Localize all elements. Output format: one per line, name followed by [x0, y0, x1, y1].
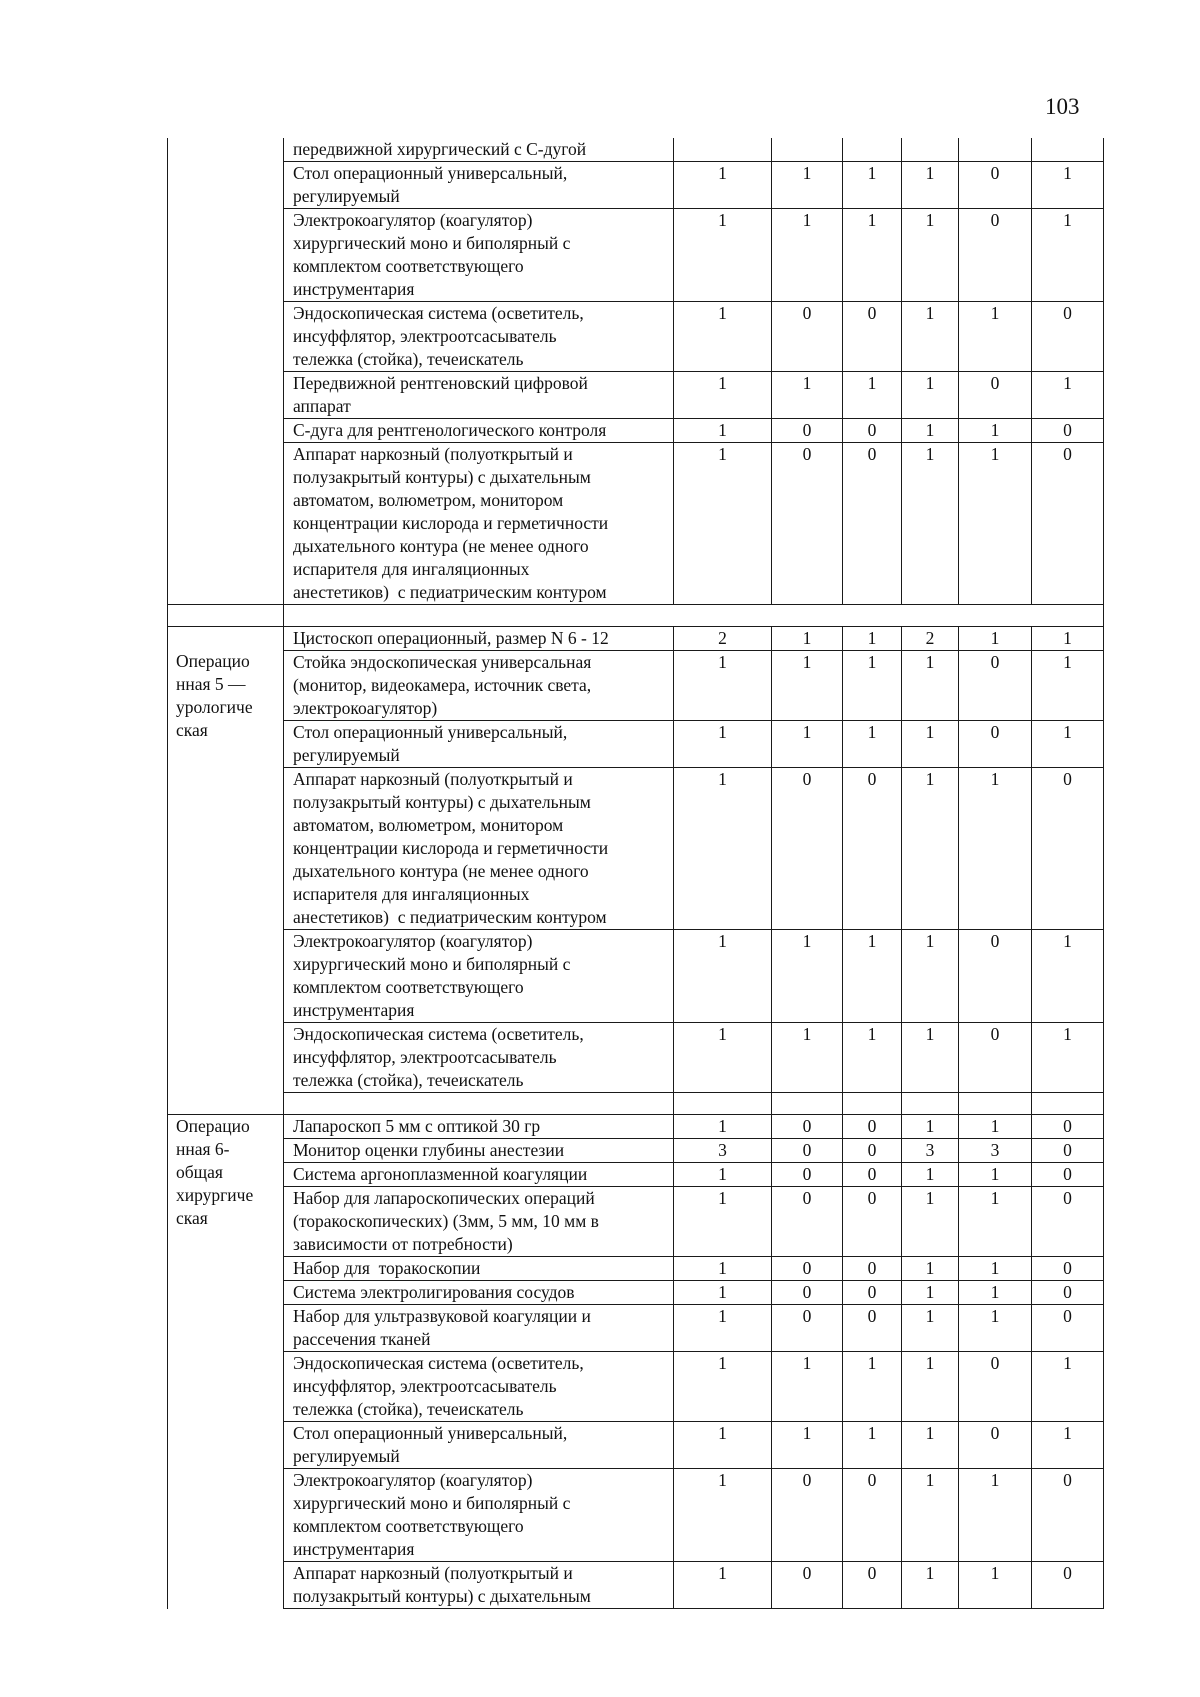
quantity-cell: 0: [772, 1469, 843, 1562]
text-line: Аппарат наркозный (полуоткрытый и: [293, 769, 573, 789]
text-line: тележка (стойка), течеискатель: [293, 349, 524, 369]
equipment-name: [284, 768, 674, 930]
empty-row: [168, 1093, 1104, 1115]
quantity-cell: 0: [843, 1305, 902, 1352]
quantity-cell: 0: [772, 1187, 843, 1257]
table-row: [168, 627, 1104, 651]
table-row: [168, 419, 1104, 443]
text-line: регулируемый: [293, 745, 400, 765]
quantity-cell: 1: [959, 419, 1032, 443]
text-line: Эндоскопическая система (осветитель,: [293, 303, 584, 323]
quantity-cell: 1: [674, 209, 772, 302]
text-line: Стол операционный универсальный,: [293, 163, 568, 183]
quantity-cell: 1: [902, 443, 959, 605]
quantity-cell: 1: [674, 1023, 772, 1093]
equipment-name: [284, 162, 674, 209]
equipment-name: [284, 651, 674, 721]
empty-cell: [772, 1093, 843, 1115]
quantity-cell: 0: [959, 930, 1032, 1023]
equipment-name: [284, 1469, 674, 1562]
quantity-cell: 1: [674, 721, 772, 768]
quantity-cell: 1: [902, 1305, 959, 1352]
text-line: инструментария: [293, 1539, 415, 1559]
department-cell: [168, 627, 284, 1093]
quantity-cell: 1: [843, 372, 902, 419]
quantity-cell: 1: [902, 1023, 959, 1093]
quantity-cell: 0: [772, 1281, 843, 1305]
quantity-cell: 3: [959, 1139, 1032, 1163]
quantity-cell: 0: [772, 1257, 843, 1281]
quantity-cell: 1: [772, 1023, 843, 1093]
department-cell: [168, 1115, 284, 1609]
quantity-cell: 1: [674, 930, 772, 1023]
quantity-cell: 0: [1032, 1163, 1104, 1187]
quantity-cell: 1: [674, 302, 772, 372]
quantity-cell: 1: [902, 1163, 959, 1187]
quantity-cell: 1: [674, 1281, 772, 1305]
quantity-cell: 0: [1032, 302, 1104, 372]
quantity-cell: 0: [959, 372, 1032, 419]
equipment-name: [284, 1422, 674, 1469]
quantity-cell: 0: [1032, 1469, 1104, 1562]
text-line: инсуффлятор, электроотсасыватель: [293, 1047, 557, 1067]
text-line: нная 5 —: [176, 674, 246, 694]
quantity-cell: 1: [843, 930, 902, 1023]
quantity-cell: 0: [772, 1305, 843, 1352]
quantity-cell: 1: [674, 1257, 772, 1281]
quantity-cell: 0: [843, 443, 902, 605]
quantity-cell: 1: [674, 1305, 772, 1352]
table-row: [168, 1187, 1104, 1257]
equipment-name: [284, 302, 674, 372]
quantity-cell: 1: [902, 1352, 959, 1422]
quantity-cell: 0: [772, 1139, 843, 1163]
quantity-cell: 1: [1032, 162, 1104, 209]
text-line: испарителя для ингаляционных: [293, 884, 530, 904]
quantity-cell: 1: [902, 1115, 959, 1139]
quantity-cell: 1: [902, 1257, 959, 1281]
text-line: Цистоскоп операционный, размер N 6 - 12: [293, 628, 609, 648]
text-line: С-дуга для рентгенологического контроля: [293, 420, 607, 440]
text-line: инсуффлятор, электроотсасыватель: [293, 326, 557, 346]
quantity-cell: 0: [959, 162, 1032, 209]
text-line: Эндоскопическая система (осветитель,: [293, 1353, 584, 1373]
quantity-cell: 0: [1032, 1305, 1104, 1352]
quantity-cell: 1: [1032, 627, 1104, 651]
quantity-cell: 1: [959, 1187, 1032, 1257]
text-line: полузакрытый контуры) с дыхательным: [293, 467, 591, 487]
text-line: Набор для торакоскопии: [293, 1258, 481, 1278]
table-row: [168, 768, 1104, 930]
page-number: 103: [1045, 94, 1080, 119]
quantity-cell: 1: [902, 302, 959, 372]
empty-cell: [902, 1093, 959, 1115]
quantity-cell: [959, 138, 1032, 162]
quantity-cell: 0: [959, 721, 1032, 768]
quantity-cell: 1: [674, 1115, 772, 1139]
quantity-cell: 1: [843, 651, 902, 721]
quantity-cell: 1: [902, 1562, 959, 1609]
quantity-cell: 0: [1032, 1281, 1104, 1305]
quantity-cell: 1: [772, 721, 843, 768]
text-line: автоматом, волюметром, монитором: [293, 815, 564, 835]
quantity-cell: 2: [902, 627, 959, 651]
quantity-cell: 1: [674, 1187, 772, 1257]
equipment-name: [284, 721, 674, 768]
quantity-cell: 0: [772, 419, 843, 443]
equipment-table: [167, 138, 1104, 1609]
text-line: Стойка эндоскопическая универсальная: [293, 652, 592, 672]
text-line: регулируемый: [293, 186, 400, 206]
text-line: хирургический моно и биполярный с: [293, 233, 571, 253]
table-row: [168, 1163, 1104, 1187]
quantity-cell: 0: [843, 1562, 902, 1609]
quantity-cell: 1: [674, 419, 772, 443]
quantity-cell: 3: [674, 1139, 772, 1163]
quantity-cell: 0: [772, 1115, 843, 1139]
table-row: [168, 209, 1104, 302]
quantity-cell: 0: [843, 1469, 902, 1562]
table-row: [168, 443, 1104, 605]
text-line: концентрации кислорода и герметичности: [293, 513, 609, 533]
quantity-cell: [1032, 138, 1104, 162]
quantity-cell: 0: [959, 1023, 1032, 1093]
separator-row: [168, 605, 1104, 627]
quantity-cell: [674, 138, 772, 162]
quantity-cell: 1: [902, 768, 959, 930]
text-line: Стол операционный универсальный,: [293, 722, 568, 742]
text-line: общая: [176, 1162, 223, 1182]
equipment-name: [284, 1187, 674, 1257]
quantity-cell: 0: [1032, 768, 1104, 930]
quantity-cell: 1: [843, 1352, 902, 1422]
table-row: [168, 1562, 1104, 1609]
department-cell-empty: [168, 1093, 284, 1115]
quantity-cell: 0: [1032, 1257, 1104, 1281]
text-line: Аппарат наркозный (полуоткрытый и: [293, 1563, 573, 1583]
table-row: [168, 1469, 1104, 1562]
quantity-cell: 0: [1032, 1187, 1104, 1257]
quantity-cell: 0: [843, 1187, 902, 1257]
equipment-name: [284, 1139, 674, 1163]
quantity-cell: 1: [674, 162, 772, 209]
text-line: аппарат: [293, 396, 351, 416]
text-line: (торакоскопических) (3мм, 5 мм, 10 мм в: [293, 1211, 599, 1231]
quantity-cell: 1: [959, 627, 1032, 651]
quantity-cell: 0: [843, 1257, 902, 1281]
table-row: [168, 1281, 1104, 1305]
text-line: комплектом соответствующего: [293, 977, 524, 997]
equipment-name: [284, 1352, 674, 1422]
text-line: Эндоскопическая система (осветитель,: [293, 1024, 584, 1044]
quantity-cell: 1: [959, 768, 1032, 930]
text-line: электрокоагулятор): [293, 698, 438, 718]
separator-cell-body: [284, 605, 1104, 627]
text-line: нная 6-: [176, 1139, 230, 1159]
quantity-cell: 1: [843, 1422, 902, 1469]
text-line: автоматом, волюметром, монитором: [293, 490, 564, 510]
equipment-name: [284, 209, 674, 302]
quantity-cell: 0: [843, 1115, 902, 1139]
text-line: анестетиков) с педиатрическим контуром: [293, 582, 607, 602]
text-line: полузакрытый контуры) с дыхательным: [293, 1586, 591, 1606]
text-line: (монитор, видеокамера, источник света,: [293, 675, 592, 695]
table-row: [168, 1139, 1104, 1163]
quantity-cell: 1: [959, 443, 1032, 605]
table-row: [168, 1023, 1104, 1093]
quantity-cell: 1: [959, 1115, 1032, 1139]
text-line: Стол операционный универсальный,: [293, 1423, 568, 1443]
quantity-cell: 1: [1032, 1352, 1104, 1422]
empty-cell: [959, 1093, 1032, 1115]
quantity-cell: 1: [772, 162, 843, 209]
quantity-cell: 1: [1032, 1422, 1104, 1469]
quantity-cell: 0: [772, 1562, 843, 1609]
quantity-cell: 0: [772, 1163, 843, 1187]
separator-cell-dept: [168, 605, 284, 627]
quantity-cell: 1: [959, 1469, 1032, 1562]
quantity-cell: 3: [902, 1139, 959, 1163]
table-row: [168, 162, 1104, 209]
text-line: концентрации кислорода и герметичности: [293, 838, 609, 858]
empty-cell: [284, 1093, 674, 1115]
text-line: анестетиков) с педиатрическим контуром: [293, 907, 607, 927]
text-line: Операцио: [176, 1116, 250, 1136]
text-line: зависимости от потребности): [293, 1234, 513, 1254]
quantity-cell: 1: [674, 1422, 772, 1469]
quantity-cell: 1: [902, 930, 959, 1023]
table-row: [168, 721, 1104, 768]
quantity-cell: 0: [1032, 1115, 1104, 1139]
quantity-cell: 1: [1032, 721, 1104, 768]
table-row: [168, 1422, 1104, 1469]
equipment-name: [284, 1023, 674, 1093]
text-line: Передвижной рентгеновский цифровой: [293, 373, 588, 393]
equipment-name: [284, 443, 674, 605]
quantity-cell: 1: [674, 1562, 772, 1609]
department-cell: [168, 138, 284, 605]
quantity-cell: 1: [959, 1281, 1032, 1305]
quantity-cell: 0: [1032, 419, 1104, 443]
equipment-name: [284, 1163, 674, 1187]
quantity-cell: 1: [674, 768, 772, 930]
quantity-cell: 1: [902, 419, 959, 443]
quantity-cell: [772, 138, 843, 162]
equipment-name: [284, 419, 674, 443]
quantity-cell: 1: [959, 1562, 1032, 1609]
equipment-name: [284, 1562, 674, 1609]
quantity-cell: 0: [843, 1281, 902, 1305]
table-row: [168, 372, 1104, 419]
quantity-cell: 1: [959, 1163, 1032, 1187]
quantity-cell: 1: [902, 1469, 959, 1562]
quantity-cell: 1: [843, 721, 902, 768]
quantity-cell: 1: [902, 1187, 959, 1257]
quantity-cell: 1: [1032, 930, 1104, 1023]
text-line: ская: [176, 1208, 208, 1228]
equipment-name: [284, 1115, 674, 1139]
text-line: дыхательного контура (не менее одного: [293, 861, 589, 881]
table-row: [168, 1305, 1104, 1352]
quantity-cell: 1: [674, 1352, 772, 1422]
quantity-cell: 1: [772, 651, 843, 721]
text-line: регулируемый: [293, 1446, 400, 1466]
table-row: [168, 138, 1104, 162]
text-line: комплектом соответствующего: [293, 1516, 524, 1536]
text-line: рассечения тканей: [293, 1329, 431, 1349]
quantity-cell: 1: [1032, 651, 1104, 721]
quantity-cell: 2: [674, 627, 772, 651]
text-line: Электрокоагулятор (коагулятор): [293, 1470, 533, 1490]
quantity-cell: 1: [772, 627, 843, 651]
quantity-cell: 1: [674, 1469, 772, 1562]
text-line: ская: [176, 720, 208, 740]
quantity-cell: 1: [843, 1023, 902, 1093]
quantity-cell: 1: [772, 372, 843, 419]
quantity-cell: [843, 138, 902, 162]
empty-cell: [843, 1093, 902, 1115]
quantity-cell: 1: [674, 443, 772, 605]
empty-cell: [1032, 1093, 1104, 1115]
equipment-name: [284, 372, 674, 419]
table-row: [168, 651, 1104, 721]
quantity-cell: 0: [959, 1352, 1032, 1422]
quantity-cell: 0: [959, 209, 1032, 302]
quantity-cell: 1: [843, 209, 902, 302]
quantity-cell: 0: [959, 651, 1032, 721]
quantity-cell: 0: [843, 1139, 902, 1163]
quantity-cell: 1: [959, 1305, 1032, 1352]
text-line: Система аргоноплазменной коагуляции: [293, 1164, 588, 1184]
quantity-cell: 1: [902, 209, 959, 302]
text-line: Монитор оценки глубины анестезии: [293, 1140, 565, 1160]
equipment-name: [284, 138, 674, 162]
text-line: инсуффлятор, электроотсасыватель: [293, 1376, 557, 1396]
text-line: урологиче: [176, 697, 253, 717]
quantity-cell: 1: [1032, 1023, 1104, 1093]
quantity-cell: 1: [843, 627, 902, 651]
equipment-name: [284, 1281, 674, 1305]
quantity-cell: 1: [902, 651, 959, 721]
table-row: [168, 302, 1104, 372]
quantity-cell: 0: [843, 419, 902, 443]
text-line: Система электролигирования сосудов: [293, 1282, 575, 1302]
quantity-cell: 1: [674, 372, 772, 419]
quantity-cell: 0: [1032, 443, 1104, 605]
quantity-cell: 1: [843, 162, 902, 209]
text-line: Набор для ультразвуковой коагуляции и: [293, 1306, 591, 1326]
quantity-cell: [902, 138, 959, 162]
text-line: Аппарат наркозный (полуоткрытый и: [293, 444, 573, 464]
quantity-cell: 1: [959, 1257, 1032, 1281]
text-line: комплектом соответствующего: [293, 256, 524, 276]
text-line: Набор для лапароскопических операций: [293, 1188, 595, 1208]
quantity-cell: 1: [1032, 209, 1104, 302]
equipment-name: [284, 627, 674, 651]
quantity-cell: 1: [674, 651, 772, 721]
text-line: полузакрытый контуры) с дыхательным: [293, 792, 591, 812]
text-line: Электрокоагулятор (коагулятор): [293, 931, 533, 951]
text-line: Лапароскоп 5 мм с оптикой 30 гр: [293, 1116, 541, 1136]
quantity-cell: 0: [772, 768, 843, 930]
text-line: Электрокоагулятор (коагулятор): [293, 210, 533, 230]
quantity-cell: 1: [772, 1422, 843, 1469]
quantity-cell: 1: [902, 162, 959, 209]
text-line: хирургиче: [176, 1185, 254, 1205]
quantity-cell: 1: [902, 721, 959, 768]
quantity-cell: 1: [772, 209, 843, 302]
text-line: тележка (стойка), течеискатель: [293, 1070, 524, 1090]
text-line: испарителя для ингаляционных: [293, 559, 530, 579]
text-line: инструментария: [293, 279, 415, 299]
quantity-cell: 1: [772, 1352, 843, 1422]
text-line: инструментария: [293, 1000, 415, 1020]
quantity-cell: 1: [959, 302, 1032, 372]
text-line: хирургический моно и биполярный с: [293, 1493, 571, 1513]
quantity-cell: 1: [902, 1422, 959, 1469]
quantity-cell: 0: [843, 302, 902, 372]
quantity-cell: 0: [772, 443, 843, 605]
quantity-cell: 0: [772, 302, 843, 372]
quantity-cell: 0: [843, 1163, 902, 1187]
quantity-cell: 0: [959, 1422, 1032, 1469]
quantity-cell: 1: [902, 372, 959, 419]
quantity-cell: 1: [1032, 372, 1104, 419]
table-row: [168, 1257, 1104, 1281]
quantity-cell: 1: [772, 930, 843, 1023]
text-line: тележка (стойка), течеискатель: [293, 1399, 524, 1419]
table-row: [168, 1352, 1104, 1422]
table-row: [168, 930, 1104, 1023]
text-line: дыхательного контура (не менее одного: [293, 536, 589, 556]
text-line: хирургический моно и биполярный с: [293, 954, 571, 974]
quantity-cell: 0: [843, 768, 902, 930]
text-line: Операцио: [176, 651, 250, 671]
quantity-cell: 0: [1032, 1139, 1104, 1163]
text-line: передвижной хирургический с С-дугой: [293, 139, 587, 159]
equipment-name: [284, 1305, 674, 1352]
empty-cell: [674, 1093, 772, 1115]
equipment-name: [284, 930, 674, 1023]
quantity-cell: 1: [902, 1281, 959, 1305]
quantity-cell: 1: [674, 1163, 772, 1187]
table-row: [168, 1115, 1104, 1139]
equipment-name: [284, 1257, 674, 1281]
quantity-cell: 0: [1032, 1562, 1104, 1609]
